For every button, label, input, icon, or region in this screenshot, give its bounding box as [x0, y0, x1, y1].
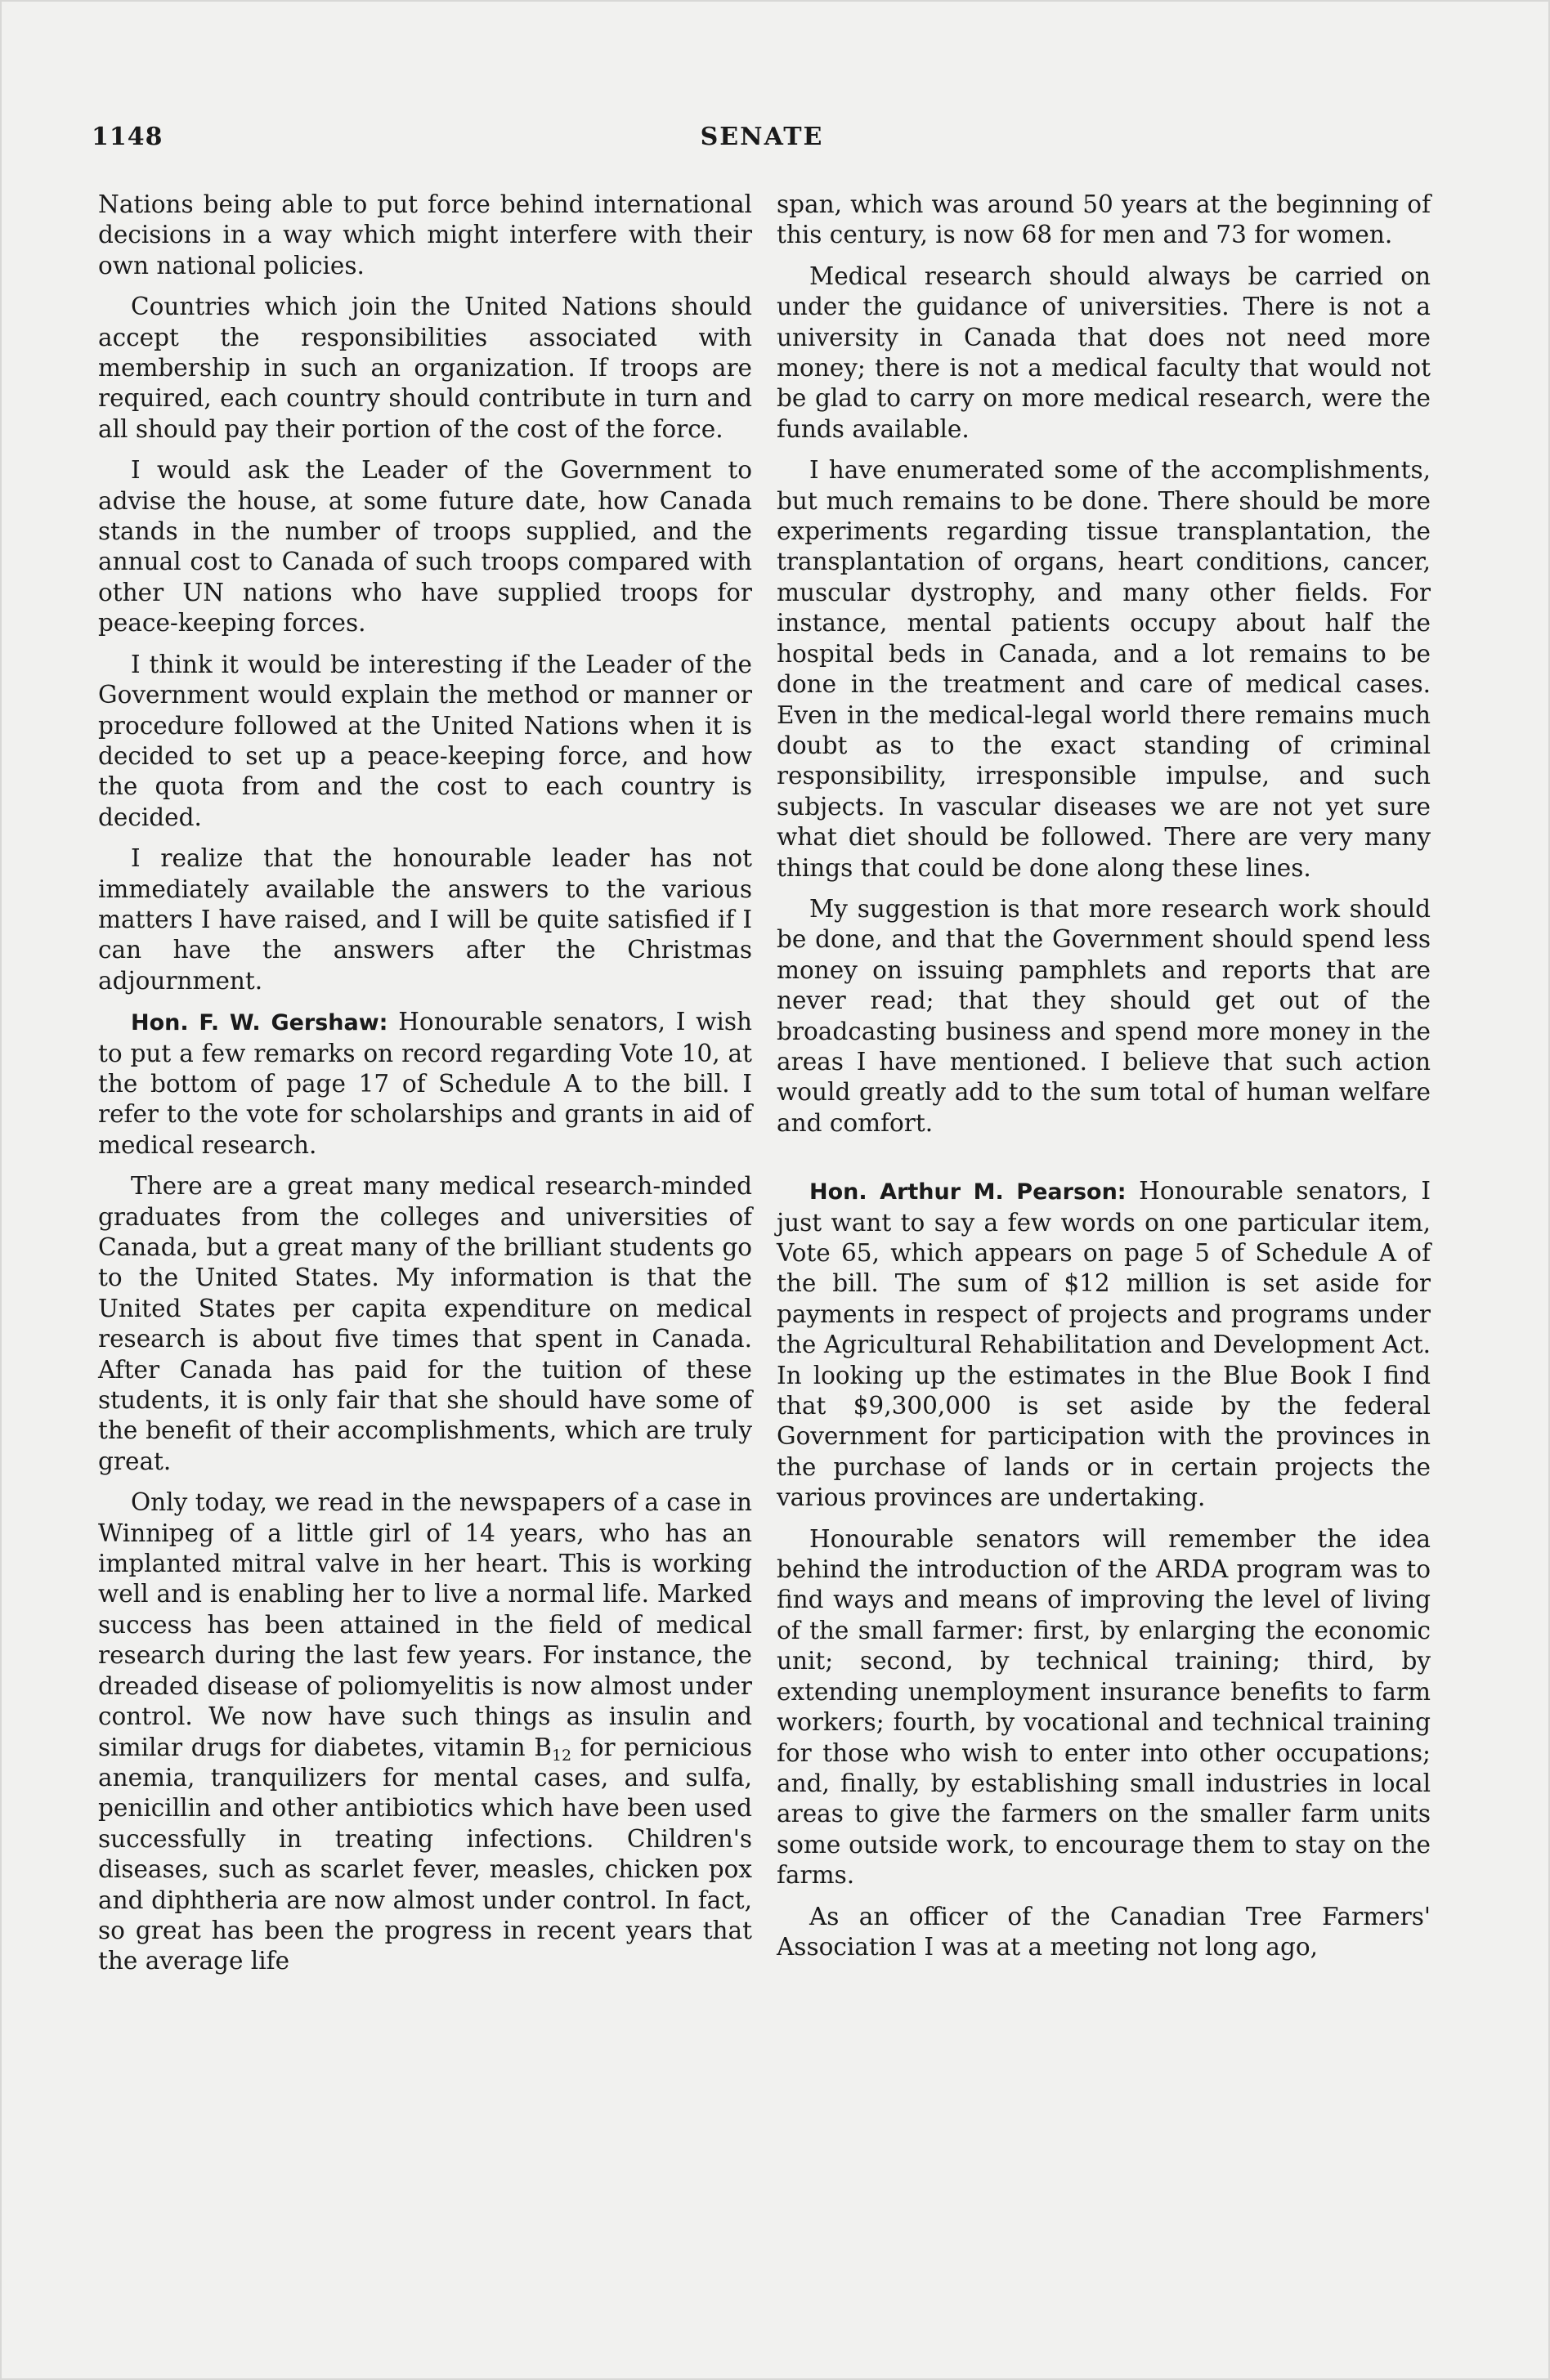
paragraph [98, 1488, 752, 1977]
left-column [98, 190, 752, 1988]
paragraph: I would ask the Leader of the Government to advise the house, at some future date, how Canada stands in the number of troops supplied, and the annual cost to Canada of such troops compared with other UN nations who have supplied troops for peace-keeping forces. [98, 456, 752, 638]
speech-text: Honourable senators, I wish to put a few remarks on record regarding Vote 10, at the bottom of page 17 of Schedule A to the bill. I refer to the vote for scholarships and grants in aid of medical research. [98, 1008, 752, 1159]
paragraph: I think it would be interesting if the Leader of the Government would explain the method or manner or procedure followed at the United Nations when it is decided to set up a peace-keeping force, and how the quota from and the cost to each country is decided. [98, 650, 752, 831]
paragraph: I realize that the honourable leader has not immediately available the answers to the various matters I have raised, and I will be quite satisfied if I can have the answers after the Christmas adjournment. [98, 844, 752, 995]
speech-paragraph [777, 1176, 1431, 1513]
paragraph: I have enumerated some of the accomplishments, but much remains to be done. There should be more experiments regarding tissue transplantation, the transplantation of organs, heart conditions, cancer, muscular dystrophy, and many other fields. For instance, mental patients occupy about half the hospital beds in Canada, and a lot remains to be done in the treatment and care of medical cases. Even in the medical-legal world there remains much doubt as to the exact standing of criminal responsibility, irresponsible impulse, and such subjects. In vascular diseases we are not yet sure what diet should be followed. There are very many things that could be done along these lines. [777, 456, 1431, 882]
page-title: SENATE [700, 123, 824, 151]
paragraph: My suggestion is that more research work should be done, and that the Government should spend less money on issuing pamphlets and reports that are never read; that they should get out of the broadcasting business and spend more money in the areas I have mentioned. I believe that such action would greatly add to the sum total of human welfare and comfort. [777, 894, 1431, 1137]
paragraph: There are a great many medical research-minded graduates from the colleges and universities of Canada, but a great many of the brilliant students go to the United States. My information is that the United States per capita expenditure on medical research is about five times that spent in Canada. After Canada has paid for the tuition of these students, it is only fair that she should have some of the benefit of their accomplishments, which are truly great. [98, 1172, 752, 1475]
paragraph: Honourable senators will remember the idea behind the introduction of the ARDA program was to find ways and means of improving the level of living of the small farmer: first, by enlarging the economic unit; second, by technical training; third, by extending unemployment insurance benefits to farm workers; fourth, by vocational and technical training for those who wish to enter into other occupations; and, finally, by establishing small industries in local areas to give the farmers on the smaller farm units some outside work, to encourage them to stay on the farms. [777, 1524, 1431, 1890]
paragraph-text: Only today, we read in the newspapers of a case in Winnipeg of a little girl of 14 years, who has an implanted mitral valve in her heart. This is working well and is enabling her to live a normal life. Marked success has been attained in the field of medical research during the last few years. For instance, the dreaded disease of poliomyelitis is now almost under control. We now have such things as insulin and similar drugs for diabetes, vitamin B [98, 1488, 752, 1761]
subscript: 12 [551, 1746, 572, 1765]
speaker-name: Hon. Arthur M. Pearson: [809, 1179, 1127, 1206]
speech-text: Honourable senators, I just want to say a few words on one particular item, Vote 65, which appears on page 5 of Schedule A of the bill. The sum of $12 million is set aside for payments in respect of projects and programs under the Agricultural Rehabilitation and Development Act. In looking up the estimates in the Blue Book I find that $9,300,000 is set aside by the federal Government for participation with the provinces in the purchase of lands or in certain projects the various provinces are undertaking. [777, 1177, 1431, 1512]
paragraph: span, which was around 50 years at the beginning of this century, is now 68 for men and 73 for women. [777, 190, 1431, 249]
speaker-name: Hon. F. W. Gershaw: [131, 1010, 388, 1036]
right-column [777, 190, 1431, 1973]
paragraph: Nations being able to put force behind international decisions in a way which might interfere with their own national policies. [98, 190, 752, 280]
paragraph-text: for pernicious anemia, tranquilizers for mental cases, and sulfa, penicillin and other antibiotics which have been used successfully in treating infections. Children's diseases, such as scarlet fever, measles, chicken pox and diphtheria are now almost under control. In fact, so great has been the progress in recent years that the average life [98, 1733, 752, 1975]
paragraph: Medical research should always be carried on under the guidance of universities. There is not a university in Canada that does not need more money; there is not a medical faculty that would not be glad to carry on more medical research, were the funds available. [777, 262, 1431, 443]
paragraph: Countries which join the United Nations should accept the responsibilities associated with membership in such an organization. If troops are required, each country should contribute in turn and all should pay their portion of the cost of the force. [98, 293, 752, 443]
running-head [92, 123, 1432, 159]
speech-paragraph [98, 1007, 752, 1161]
page-number: 1148 [92, 123, 164, 151]
paragraph: As an officer of the Canadian Tree Farmers' Association I was at a meeting not long ago, [777, 1902, 1431, 1961]
